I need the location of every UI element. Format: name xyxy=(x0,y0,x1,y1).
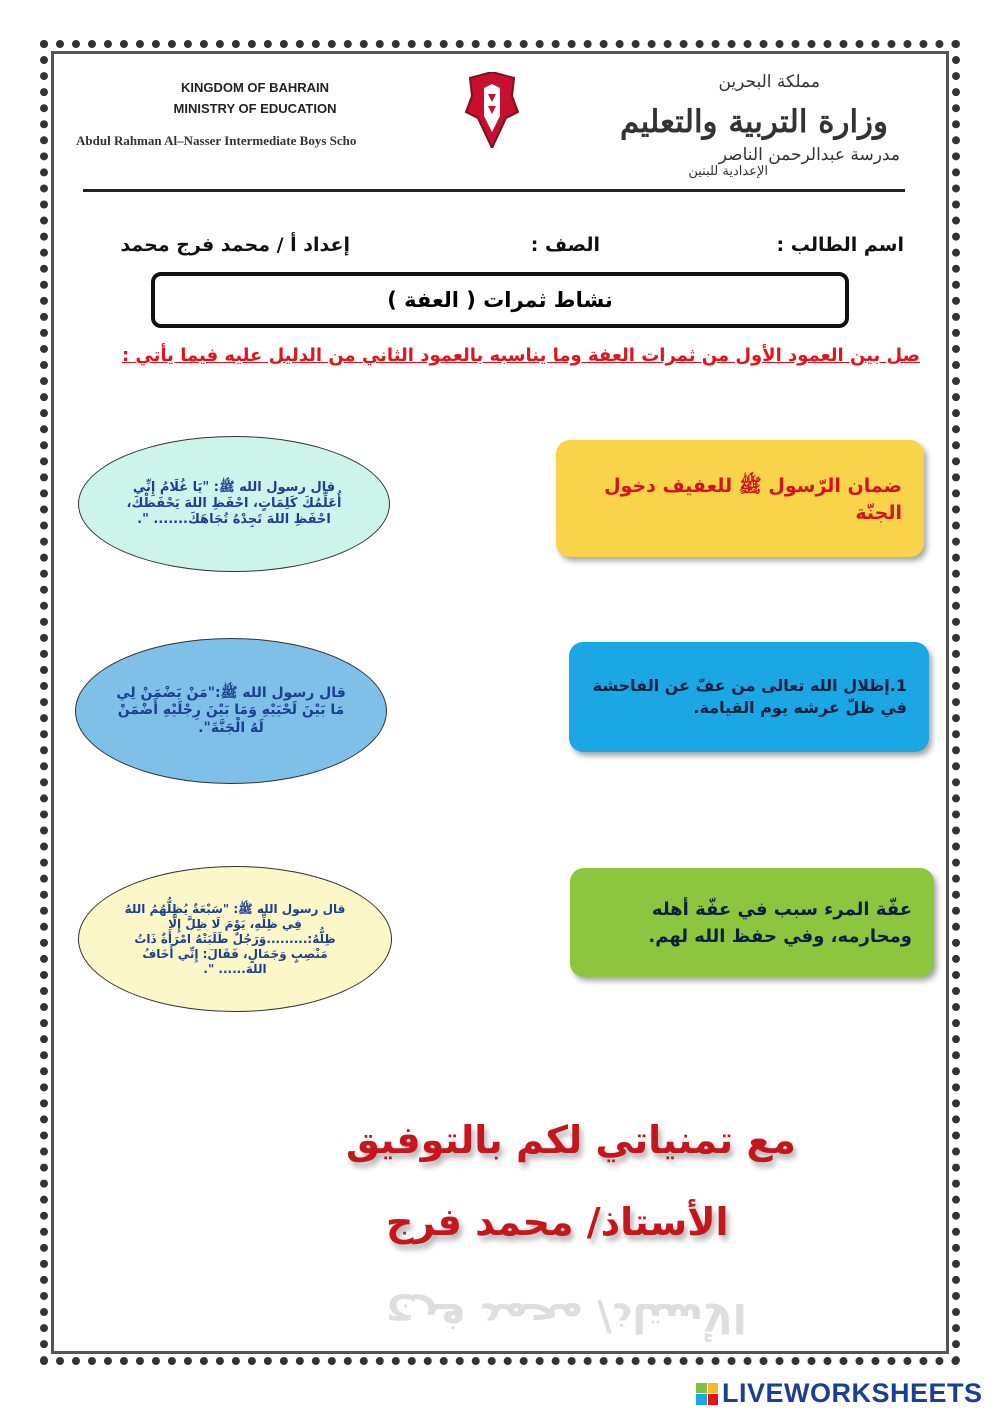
ministry-label-ar: وزارة التربية والتعليم xyxy=(619,104,888,140)
farewell-wishes: مع تمنياتي لكم بالتوفيق xyxy=(346,1118,796,1162)
ministry-label-en: MINISTRY OF EDUCATION xyxy=(173,101,337,116)
kingdom-label-en: KINGDOM OF BAHRAIN xyxy=(180,80,330,95)
student-name-label: اسم الطالب : xyxy=(776,234,904,256)
header-divider xyxy=(83,189,905,192)
bahrain-crest-icon xyxy=(460,72,524,148)
school-name-en: Abdul Rahman Al–Nasser Intermediate Boys Scho xyxy=(76,133,357,148)
kingdom-label-ar: مملكة البحرين xyxy=(718,72,820,92)
evidence-oval-3[interactable]: قال رسول الله ﷺ: "سَبْعَةٌ يُظِلُّهُمُ اللهُ فِي ظِلِّهِ، يَوْمَ لَا ظِلَّ إِلَّا ظِلُّهُ:.........وَرَجُلٌ طَلَبَتْهُ امْرَأَةٌ ذَاتُ مَنْصِبٍ وَجَمَالٍ، فَقَالَ: إِنِّي أَخَافُ اللهَ...... ". xyxy=(78,866,392,1012)
fruit-card-paradise[interactable]: ضمان الرّسول ﷺ للعفيف دخول الجنّة xyxy=(556,440,924,557)
school-name-ar-2: الإعدادية للبنين xyxy=(688,164,768,179)
liveworksheets-logo xyxy=(696,1378,983,1409)
evidence-oval-1[interactable]: قال رسول الله ﷺ: "يَا غُلَامُ إِنِّي أُعَلِّمُكَ كَلِمَاتٍ، احْفَظِ اللهَ يَحْفَظْكَ، احْفَظِ اللهَ تَجِدْهُ تُجَاهَكَ....... ". xyxy=(78,436,390,572)
liveworksheets-icon xyxy=(696,1383,718,1405)
liveworksheets-wordmark: LIVEWORKSHEETS xyxy=(722,1378,983,1408)
prepared-by-label: إعداد أ / محمد فرج محمد xyxy=(120,234,350,256)
fruit-card-family[interactable]: عفّة المرء سبب في عفّة أهله ومحارمه، وفي حفظ الله لهم. xyxy=(570,868,934,977)
fruit-card-shade[interactable]: 1.إظلال الله تعالى من عفّ عن الفاحشة في ظلّ عرشه يوم القيامة. xyxy=(569,642,929,752)
evidence-oval-2[interactable]: قال رسول الله ﷺ:"مَنْ يَضْمَنْ لِي مَا بَيْنَ لَحْيَيْهِ وَمَا بَيْنَ رِجْلَيْهِ أَضْمَنْ لَهُ الْجَنَّةَ". xyxy=(75,638,387,784)
school-name-ar: مدرسة عبدالرحمن الناصر xyxy=(718,145,900,165)
teacher-name-reflection: الأستاذ/ محمد فرج xyxy=(386,1294,747,1340)
class-label: الصف : xyxy=(530,234,600,256)
activity-title: نشاط ثمرات ( العفة ) xyxy=(151,272,849,328)
farewell-teacher: الأستاذ/ محمد فرج xyxy=(386,1200,729,1244)
instruction-text: صل بين العمود الأول من ثمرات العفة وما يناسبه بالعمود الثاني من الدليل عليه فيما يأتي : xyxy=(121,345,920,366)
